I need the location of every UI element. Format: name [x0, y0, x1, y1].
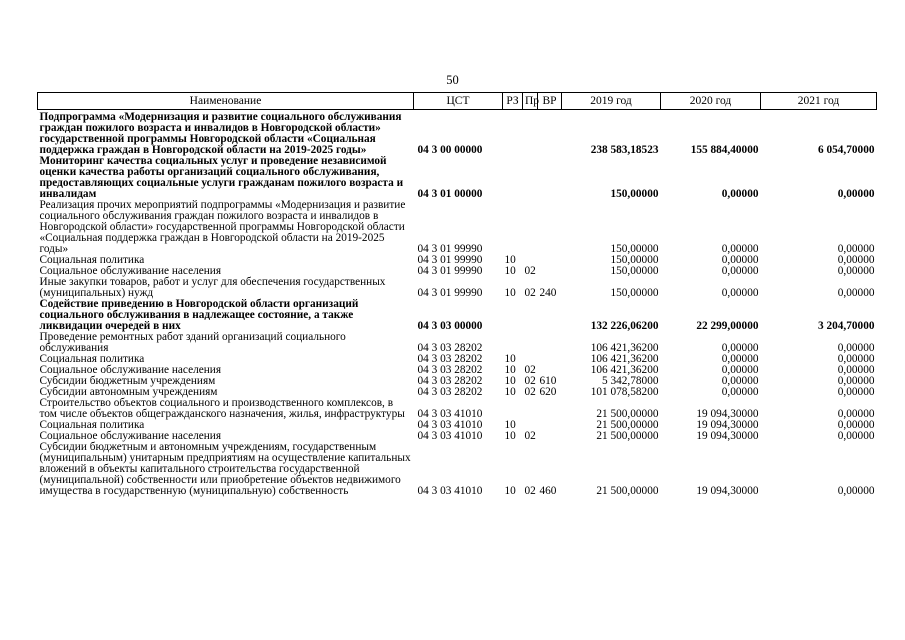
- row-value-2019: 132 226,06200: [590, 320, 659, 332]
- row-cst: 04 3 00 00000: [417, 144, 483, 156]
- row-pr: [523, 156, 538, 200]
- row-name: Социальное обслуживание населения: [39, 364, 222, 376]
- row-value-2019: 21 500,00000: [596, 485, 659, 497]
- row-pr: [523, 110, 538, 157]
- row-value-2021: 0,00000: [837, 364, 875, 376]
- row-name: Социальная политика: [39, 254, 145, 266]
- col-header-rz: РЗ: [503, 93, 523, 110]
- row-rz: 10: [504, 254, 516, 266]
- row-cst: 04 3 01 99990: [417, 243, 483, 255]
- row-value-2020: 0,00000: [721, 342, 759, 354]
- col-header-name: Наименование: [38, 93, 414, 110]
- row-rz: 10: [504, 287, 516, 299]
- row-name: Субсидии бюджетным и автономным учреждениям, государственным (муниципальным) унитарным предприятиям на осуществление капитальных вложений в объекты капитального строительства государственной (муниципальной) собственности или приобретение объектов недвижимого имущества в государственную (муниципальную) собственность: [39, 441, 411, 497]
- row-rz: [503, 332, 523, 354]
- row-name: Социальная политика: [39, 419, 145, 431]
- table-row: [38, 156, 877, 200]
- row-value-2021: 0,00000: [837, 243, 875, 255]
- table-row: [38, 110, 877, 157]
- row-pr: [523, 200, 538, 255]
- table-row: [38, 200, 877, 255]
- row-value-2020: 19 094,30000: [696, 430, 759, 442]
- row-pr: 02: [524, 375, 536, 387]
- row-vr: 610: [539, 375, 557, 387]
- table-header-row: [38, 93, 877, 110]
- row-rz: [503, 110, 523, 157]
- row-value-2020: 0,00000: [721, 386, 759, 398]
- budget-table: [37, 92, 877, 497]
- table-row: [38, 277, 877, 299]
- row-pr: [523, 332, 538, 354]
- row-value-2020: 0,00000: [721, 188, 759, 200]
- row-pr: [523, 398, 538, 420]
- row-value-2021: 0,00000: [837, 254, 875, 266]
- row-value-2021: 3 204,70000: [818, 320, 875, 332]
- row-name: Подпрограмма «Модернизация и развитие социального обслуживания граждан пожилого возраста и инвалидов в Новгородской области» государственной программы Новгородской области «Социальная поддержка граждан в Новгородской области на 2019-2025 годы»: [39, 111, 402, 156]
- row-rz: 10: [504, 353, 516, 365]
- table-row: [38, 398, 877, 420]
- row-cst: 04 3 03 41010: [417, 430, 483, 442]
- table-row: [38, 442, 877, 497]
- row-name: Мониторинг качества социальных услуг и проведение независимой оценки качества работы организаций социального обслуживания, предоставляющих социальные услуги гражданам пожилого возраста и инвалидам: [39, 155, 404, 200]
- row-cst: 04 3 03 28202: [417, 386, 483, 398]
- row-rz: [503, 299, 523, 332]
- row-value-2020: 22 299,00000: [696, 320, 759, 332]
- row-value-2019: 150,00000: [610, 243, 659, 255]
- row-name: Реализация прочих мероприятий подпрограммы «Модернизация и развитие социального обслуживания граждан пожилого возраста и инвалидов в Новгородской области» государственной программы Новгородской области «Социальная поддержка граждан в Новгородской области на 2019-2025 годы»: [39, 199, 406, 255]
- row-cst: 04 3 01 99990: [417, 254, 483, 266]
- col-header-vr: ВР: [538, 93, 562, 110]
- row-cst: 04 3 03 28202: [417, 375, 483, 387]
- col-header-2020: 2020 год: [661, 93, 761, 110]
- row-cst: 04 3 03 41010: [417, 485, 483, 497]
- row-name: Содействие приведению в Новгородской области организаций социального обслуживания в надлежащее состояние, а также ликвидации очередей в них: [39, 298, 359, 332]
- row-value-2020: 19 094,30000: [696, 485, 759, 497]
- row-value-2021: 0,00000: [837, 287, 875, 299]
- row-value-2020: 0,00000: [721, 254, 759, 266]
- row-cst: 04 3 03 41010: [417, 408, 483, 420]
- row-vr: 460: [539, 485, 557, 497]
- row-value-2019: 21 500,00000: [596, 430, 659, 442]
- row-value-2021: 0,00000: [837, 188, 875, 200]
- row-vr: [538, 398, 562, 420]
- row-name: Субсидии бюджетным учреждениям: [39, 375, 216, 387]
- row-cst: 04 3 03 28202: [417, 342, 483, 354]
- row-rz: 10: [504, 375, 516, 387]
- row-vr: 620: [539, 386, 557, 398]
- row-value-2021: 6 054,70000: [818, 144, 875, 156]
- page-number: 50: [446, 73, 459, 87]
- row-pr: 02: [524, 364, 536, 376]
- row-value-2019: 106 421,36200: [590, 342, 659, 354]
- row-cst: 04 3 01 99990: [417, 265, 483, 277]
- row-pr: 02: [524, 485, 536, 497]
- row-vr: [538, 299, 562, 332]
- row-value-2020: 0,00000: [721, 353, 759, 365]
- row-vr: [538, 110, 562, 157]
- row-value-2021: 0,00000: [837, 353, 875, 365]
- row-value-2020: 0,00000: [721, 243, 759, 255]
- row-pr: 02: [524, 430, 536, 442]
- row-name: Социальное обслуживание населения: [39, 265, 222, 277]
- row-pr: 02: [524, 287, 536, 299]
- row-value-2020: 0,00000: [721, 265, 759, 277]
- row-rz: 10: [504, 265, 516, 277]
- row-cst: 04 3 01 99990: [417, 287, 483, 299]
- row-cst: 04 3 03 00000: [417, 320, 483, 332]
- row-vr: [538, 354, 562, 365]
- row-name: Субсидии автономным учреждениям: [39, 386, 218, 398]
- row-value-2021: 0,00000: [837, 342, 875, 354]
- row-vr: 240: [539, 287, 557, 299]
- row-rz: [503, 398, 523, 420]
- row-value-2020: 0,00000: [721, 375, 759, 387]
- row-value-2021: 0,00000: [837, 408, 875, 420]
- row-value-2019: 150,00000: [610, 287, 659, 299]
- row-value-2020: 0,00000: [721, 364, 759, 376]
- row-value-2019: 106 421,36200: [590, 364, 659, 376]
- row-cst: 04 3 01 00000: [417, 188, 483, 200]
- row-value-2019: 150,00000: [610, 265, 659, 277]
- col-header-2021: 2021 год: [761, 93, 877, 110]
- col-header-2019: 2019 год: [562, 93, 661, 110]
- row-name: Строительство объектов социального и производственного комплексов, в том числе объектов общегражданского назначения, жилья, инфраструктуры: [39, 397, 405, 420]
- row-vr: [538, 431, 562, 442]
- row-rz: 10: [504, 364, 516, 376]
- row-rz: 10: [504, 430, 516, 442]
- row-value-2019: 238 583,18523: [590, 144, 659, 156]
- row-value-2021: 0,00000: [837, 419, 875, 431]
- row-name: Социальное обслуживание населения: [39, 430, 222, 442]
- row-rz: [503, 156, 523, 200]
- row-value-2020: 19 094,30000: [696, 408, 759, 420]
- row-value-2019: 150,00000: [610, 254, 659, 266]
- row-value-2021: 0,00000: [837, 265, 875, 277]
- row-value-2021: 0,00000: [837, 375, 875, 387]
- row-value-2019: 21 500,00000: [596, 419, 659, 431]
- row-value-2019: 5 342,78000: [602, 375, 659, 387]
- row-value-2020: 19 094,30000: [696, 419, 759, 431]
- row-value-2019: 21 500,00000: [596, 408, 659, 420]
- col-header-cst: ЦСТ: [414, 93, 503, 110]
- row-value-2019: 101 078,58200: [590, 386, 659, 398]
- row-value-2019: 106 421,36200: [590, 353, 659, 365]
- table-body: [38, 110, 877, 498]
- row-vr: [538, 156, 562, 200]
- row-vr: [538, 420, 562, 431]
- row-value-2020: 155 884,40000: [690, 144, 759, 156]
- row-vr: [538, 255, 562, 266]
- row-rz: 10: [504, 485, 516, 497]
- row-vr: [538, 266, 562, 277]
- row-name: Проведение ремонтных работ зданий организаций социального обслуживания: [39, 331, 346, 354]
- row-rz: 10: [504, 386, 516, 398]
- col-header-pr: Пр: [523, 93, 538, 110]
- row-cst: 04 3 03 28202: [417, 353, 483, 365]
- row-rz: [503, 200, 523, 255]
- row-pr: 02: [524, 386, 536, 398]
- row-pr: [523, 299, 538, 332]
- row-cst: 04 3 03 28202: [417, 364, 483, 376]
- row-value-2021: 0,00000: [837, 386, 875, 398]
- table-row: [38, 299, 877, 332]
- row-value-2020: 0,00000: [721, 287, 759, 299]
- row-value-2021: 0,00000: [837, 485, 875, 497]
- row-cst: 04 3 03 41010: [417, 419, 483, 431]
- row-value-2021: 0,00000: [837, 430, 875, 442]
- table-row: [38, 332, 877, 354]
- row-vr: [538, 332, 562, 354]
- row-pr: 02: [524, 265, 536, 277]
- row-rz: 10: [504, 419, 516, 431]
- row-value-2019: 150,00000: [610, 188, 659, 200]
- row-vr: [538, 200, 562, 255]
- row-name: Социальная политика: [39, 353, 145, 365]
- row-name: Иные закупки товаров, работ и услуг для обеспечения государственных (муниципальных) нужд: [39, 276, 386, 299]
